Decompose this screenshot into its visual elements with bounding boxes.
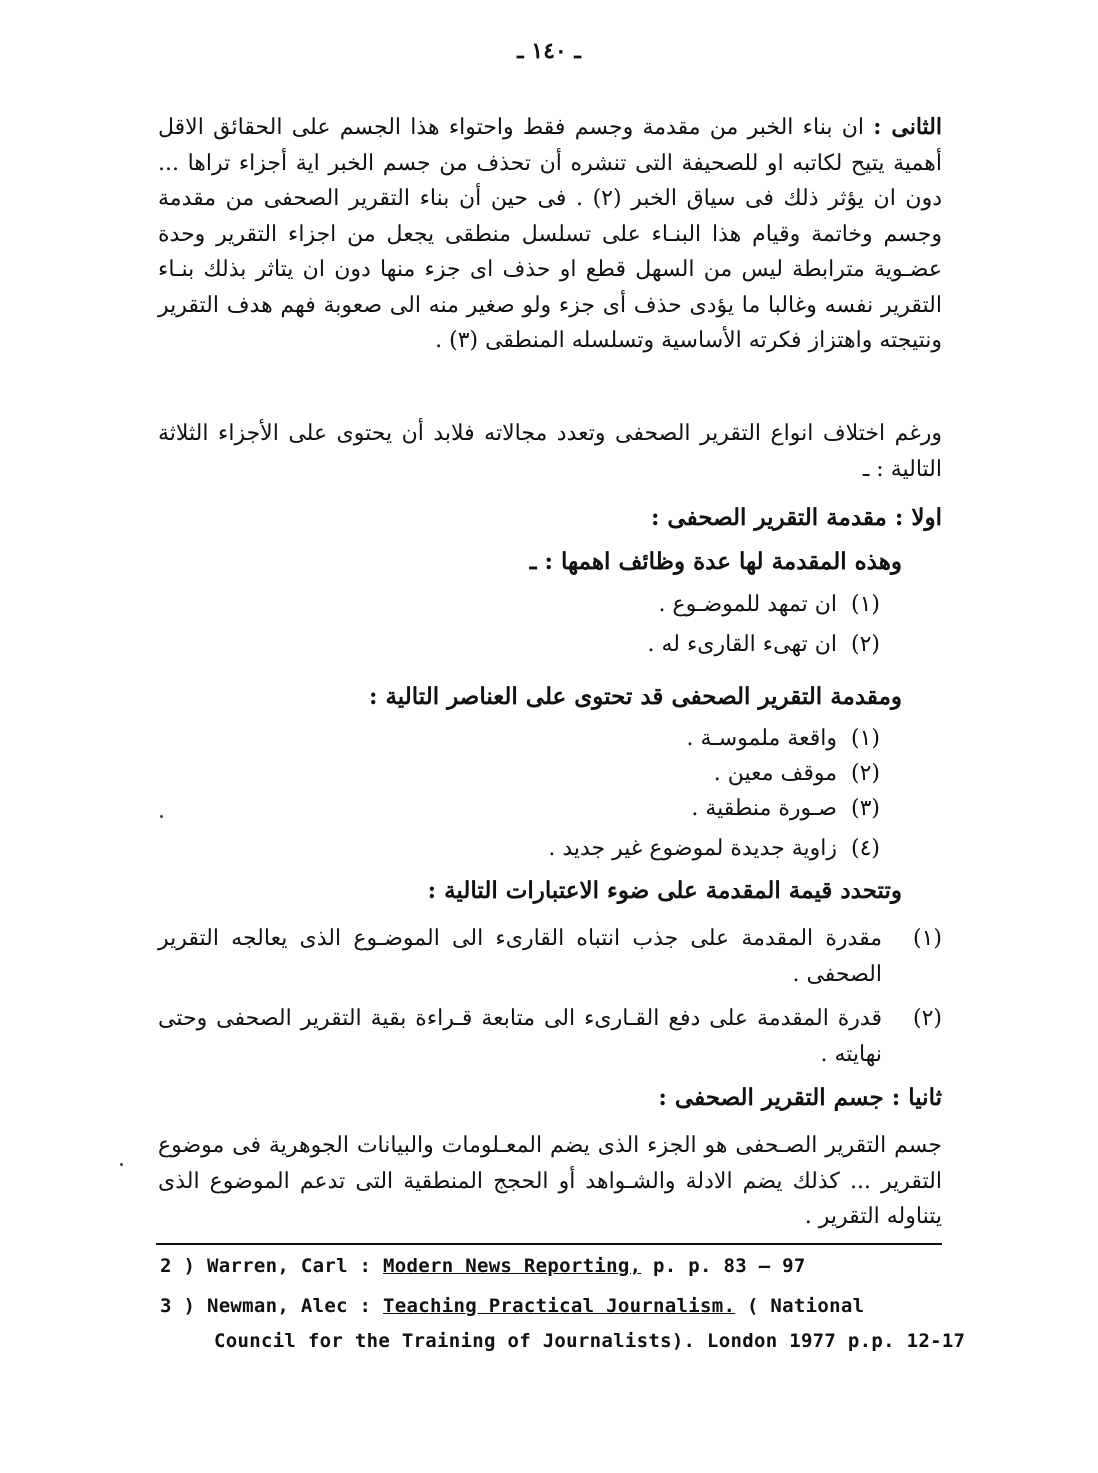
footnote-3-prefix: 3 ) Newman, Alec :: [160, 1295, 384, 1317]
section-1-subheading-elements: ومقدمة التقرير الصحفى قد تحتوى على العناصر التالية :: [368, 683, 902, 710]
scan-speck: [160, 815, 163, 818]
function-item-number: (١): [850, 592, 880, 617]
footnote-3-suffix: ( National: [735, 1295, 865, 1317]
element-item: [548, 836, 880, 861]
paragraph-1-lead: الثانى :: [873, 114, 942, 140]
section-1-subheading-functions: وهذه المقدمة لها عدة وظائف اهمها : ـ: [529, 548, 902, 575]
scan-speck: [120, 1163, 123, 1166]
page-number: ـ ١٤٠ ـ: [517, 38, 581, 64]
section-1-subheading-criteria: وتتحدد قيمة المقدمة على ضوء الاعتبارات التالية :: [427, 877, 902, 904]
footnote-2-suffix: p. p. 83 — 97: [641, 1255, 806, 1277]
footnote-2-prefix: 2 ) Warren, Carl :: [160, 1255, 384, 1277]
criteria-item-number: (٢): [912, 1006, 942, 1031]
paragraph-2: ورغم اختلاف انواع التقرير الصحفى وتعدد مجالاته فلابد أن يحتوى على الأجزاء الثلاثة التالية : ـ: [158, 421, 942, 482]
criteria-item: [158, 1001, 942, 1073]
paragraph-1-text: ان بناء الخبر من مقدمة وجسم فقط واحتواء هذا الجسم على الحقائق الاقل أهمية يتيح لكاتبه او للصحيفة التى تنشره أن تحذف من جسم الخبر اية أجزاء تراها ... دون ان يؤثر ذلك فى سياق الخبر (٢) . فى حين أن بناء التقرير الصحفى من مقدمة وجسم وخاتمة وقيام هذا البنـاء على تسلسل منطقى يجعل من اجزاء التقرير وحدة عضـوية مترابطة ليس من السهل قطع او حذف اى جزء منها دون ان يتاثر بذلك بنـاء التقرير نفسه وغالبا ما يؤدى حذف أى جزء ولو صغير منه الى صعوبة فهم هدف التقرير ونتيجته واهتزاز فكرته الأساسية وتسلسله المنطقى (٣) .: [158, 115, 943, 353]
element-item: [687, 726, 880, 751]
footnote-2-title: Modern News Reporting,: [383, 1255, 642, 1277]
criteria-item: [158, 921, 942, 993]
element-item: [691, 796, 880, 821]
footnote-3-continuation: Council for the Training of Journalists). London 1977 p.p. 12-17: [214, 1330, 966, 1352]
function-item: [647, 632, 880, 657]
element-item-number: (١): [850, 726, 880, 751]
footnote-2: [160, 1255, 806, 1277]
element-item-text: زاوية جديدة لموضوع غير جديد .: [548, 836, 837, 861]
function-item-text: ان تهىء القارىء له .: [647, 632, 837, 657]
section-2-heading: ثانيا : جسم التقرير الصحفى :: [658, 1084, 942, 1111]
element-item-number: (٣): [850, 796, 880, 821]
element-item-text: واقعة ملموسـة .: [686, 726, 837, 751]
function-item: [659, 592, 880, 617]
criteria-item-number: (١): [912, 926, 942, 951]
section-1-heading: اولا : مقدمة التقرير الصحفى :: [650, 504, 942, 531]
element-item-text: صـورة منطقية .: [691, 796, 837, 821]
footnote-3: [160, 1295, 864, 1317]
section-2-paragraph: جسم التقرير الصـحفى هو الجزء الذى يضم المعـلومات والبيانات الجوهرية فى موضوع التقرير ... كذلك يضم الادلة والشـواهد أو الحجج المنطقية التى تدعم الموضوع الذى يتناوله التقرير .: [158, 1133, 942, 1229]
footnote-3-title: Teaching Practical Journalism.: [383, 1295, 736, 1317]
function-item-number: (٢): [850, 632, 880, 657]
paragraph-1: [158, 110, 942, 359]
element-item: [714, 761, 880, 786]
criteria-item-text: مقدرة المقدمة على جذب انتباه القارىء الى الموضـوع الذى يعالجه التقرير الصحفى .: [158, 926, 882, 987]
element-item-number: (٤): [850, 836, 880, 861]
element-item-number: (٢): [850, 761, 880, 786]
function-item-text: ان تمهد للموضـوع .: [658, 592, 837, 617]
criteria-item-text: قدرة المقدمة على دفع القـارىء الى متابعة قـراءة بقية التقرير الصحفى وحتى نهايته .: [158, 1006, 882, 1067]
footnote-divider: [156, 1243, 942, 1245]
element-item-text: موقف معين .: [713, 761, 837, 786]
